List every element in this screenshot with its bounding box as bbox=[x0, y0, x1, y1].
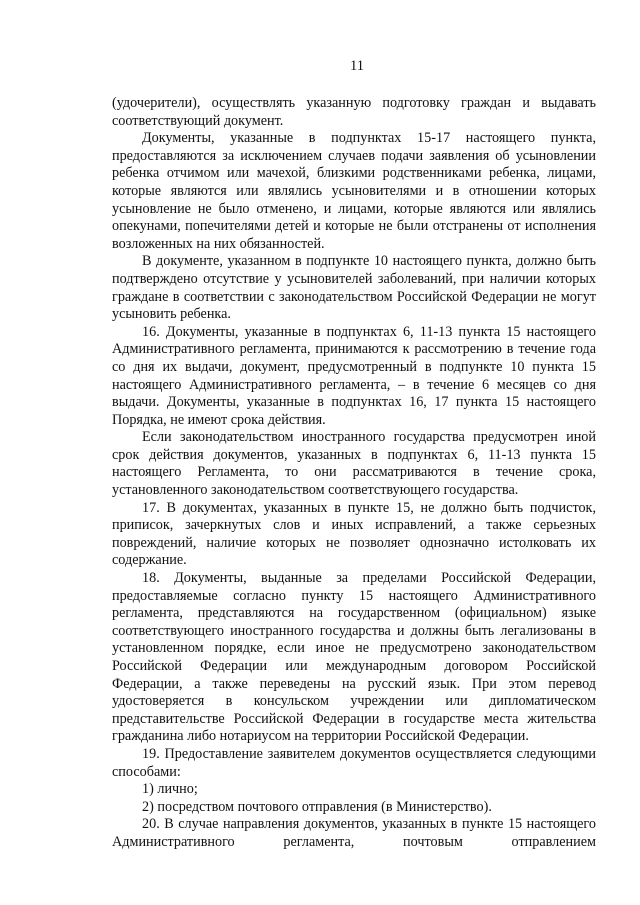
paragraph-17: 17. В документах, указанных в пункте 15, не должно быть подчисток, приписок, зачеркнутых слов и иных исправлений, а также серьезных повреждений, наличие которых не позволяет однозначно истолковать их содержание. bbox=[112, 499, 596, 569]
document-body bbox=[112, 95, 596, 852]
paragraph-3: В документе, указанном в подпункте 10 настоящего пункта, должно быть подтверждено отсутствие у усыновителей заболеваний, при наличии которых граждане в соответствии с законодательством Российской Федерации не могут усыновить ребенка. bbox=[112, 253, 596, 323]
paragraph-2: Документы, указанные в подпунктах 15-17 настоящего пункта, предоставляются за исключением случаев подачи заявления об усыновлении ребенка отчимом или мачехой, близкими родственниками ребенка, лицами, которые являются или являлись усыновителями и в отношении которых усыновление не было отменено, и лицами, которые являются или являлись опекунами, попечителями детей и которые не были отстранены от исполнения возложенных на них обязанностей. bbox=[112, 130, 596, 252]
list-item-2: 2) посредством почтового отправления (в Министерство). bbox=[142, 798, 492, 815]
paragraph-16-continued: Если законодательством иностранного государства предусмотрен иной срок действия документов, указанных в подпунктах 6, 11-13 пункта 15 настоящего Регламента, то они рассматриваются в течение срока, установленного законодательством соответствующего государства. bbox=[112, 429, 596, 499]
page-number: 11 bbox=[350, 58, 364, 74]
paragraph-1: (удочерители), осуществлять указанную подготовку граждан и выдавать соответствующий документ. bbox=[112, 95, 596, 129]
paragraph-18: 18. Документы, выданные за пределами Российской Федерации, предоставляемые согласно пункту 15 настоящего Административного регламента, представляются на государственном (официальном) языке соответствующего иностранного государства и должны быть легализованы в установленном порядке, если иное не предусмотрено законодательством Российской Федерации или международным договором Российской Федерации, а также переведены на русский язык. При этом перевод удостоверяется в консульском учреждении или дипломатическом представительстве Российской Федерации в государстве места жительства гражданина либо нотариусом на территории Российской Федерации. bbox=[112, 570, 596, 745]
paragraph-16: 16. Документы, указанные в подпунктах 6, 11-13 пункта 15 настоящего Административного регламента, принимаются к рассмотрению в течение года со дня их выдачи, документ, предусмотренный в подпункте 10 пункта 15 настоящего Административного регламента, – в течение 6 месяцев со дня выдачи. Документы, указанные в подпунктах 16, 17 пункта 15 настоящего Порядка, не имеют срока действия. bbox=[112, 323, 596, 428]
list-item-1: 1) лично; bbox=[142, 781, 198, 798]
paragraph-19: 19. Предоставление заявителем документов осуществляется следующими способами: bbox=[112, 745, 596, 780]
paragraph-20: 20. В случае направления документов, указанных в пункте 15 настоящего Административного регламента, почтовым отправлением bbox=[112, 816, 596, 850]
